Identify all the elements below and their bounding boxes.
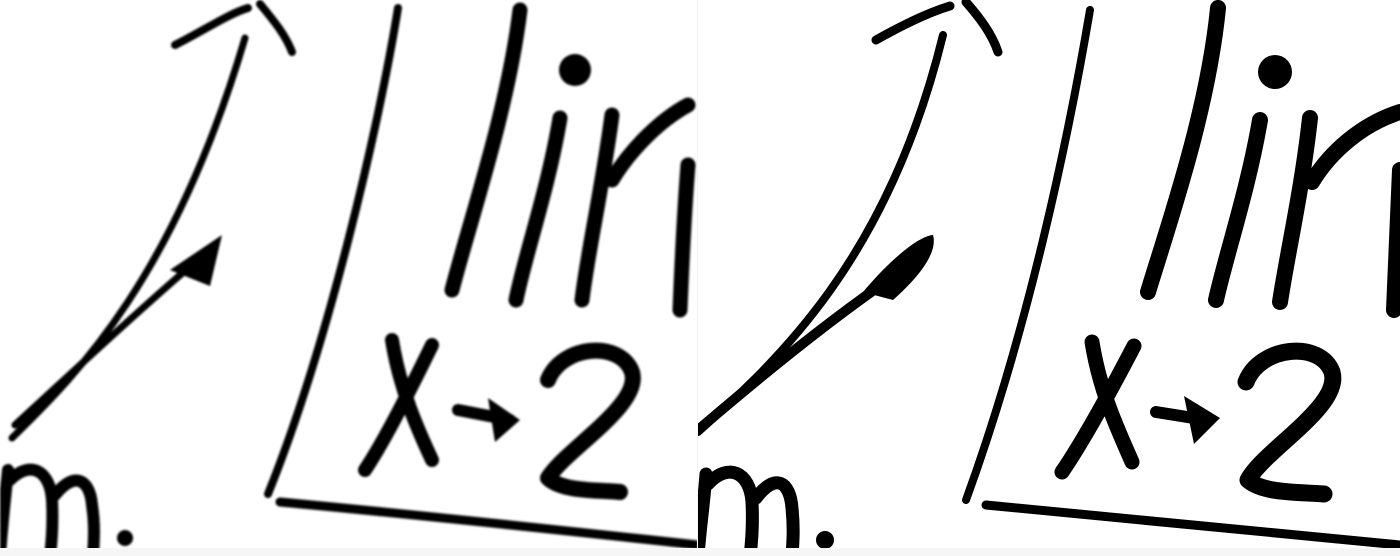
bottom-rule-stroke <box>986 505 1400 545</box>
vectorized-handwriting-drawing <box>698 0 1400 556</box>
secondary-arrow-head <box>863 235 934 300</box>
arrow-curve-stroke <box>12 38 245 438</box>
letter-l-stroke <box>1148 8 1218 292</box>
arrow-head-left-stroke <box>175 8 248 45</box>
arrow-curve-stroke <box>698 35 943 432</box>
digit-two-stroke <box>1246 351 1333 494</box>
small-arrowhead <box>1184 396 1220 444</box>
letter-i-stroke <box>516 118 560 300</box>
letter-i-stroke <box>1216 120 1260 300</box>
letter-i-dot <box>1258 55 1292 89</box>
letter-m-stroke <box>582 105 688 310</box>
letter-l-stroke <box>452 10 520 290</box>
arrow-head-left-stroke <box>876 6 950 40</box>
fragment-period <box>816 531 834 549</box>
letter-x-stroke <box>365 340 432 470</box>
bottom-rule-stroke <box>280 502 698 545</box>
arrow-head-right-stroke <box>966 2 998 52</box>
small-arrowhead <box>488 398 520 442</box>
fragment-m-stroke <box>698 472 793 556</box>
letter-i-dot <box>559 54 591 86</box>
digit-two-stroke <box>548 351 633 492</box>
arrow-head-right-stroke <box>260 4 292 52</box>
panel-vectorized <box>698 0 1400 556</box>
fragment-m-stroke <box>0 470 94 556</box>
vertical-bar-stroke <box>268 8 398 494</box>
panel-original <box>0 0 698 556</box>
vertical-bar-stroke <box>966 10 1090 500</box>
letter-m-stroke <box>1280 112 1400 310</box>
fragment-period <box>117 530 133 546</box>
original-handwriting-drawing <box>0 0 698 556</box>
letter-x-stroke <box>1062 342 1134 472</box>
bottom-band <box>0 548 1400 556</box>
